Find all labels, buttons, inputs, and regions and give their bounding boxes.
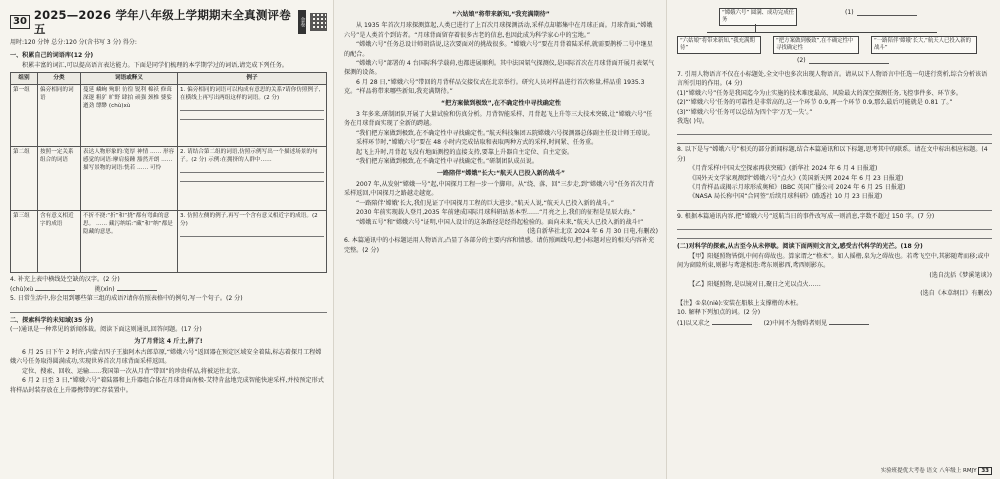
answer-line[interactable] <box>180 103 324 111</box>
annotation-note: 【注】①臬(niè):安装在船舷上支撑橹的木桩。 <box>677 299 803 307</box>
answer-blank[interactable] <box>809 57 889 64</box>
article-paragraph: “一路陪伴‘嫦娥’长大,我们见证了中国探月工程的巨大进步。”航天人说,“航天人已投入新的战斗。” <box>356 199 615 207</box>
answer-line[interactable] <box>10 305 327 313</box>
answer-line[interactable] <box>677 222 992 230</box>
diagram-right-box: “一路陪伴‘嫦娥’长大,“航天人已投入新的战斗” <box>871 36 977 54</box>
question-4: 4. 补充上表中横线处空缺的汉字。(2 分) <box>10 275 120 283</box>
classical-text-a: 【甲】阳燧照物皆倒,中间有碍故也。算家谓之“格术”。如人摇橹,臬为之碍故也。若鸢飞空中,其影随鸢而移;或中间为窗隙所束,则影与鸢遂相违:鸢东则影西,鸢西则影东。 <box>677 252 990 270</box>
exam-meta: 用时:120 分钟 总分:120 分(含书写 3 分) 得分: <box>10 39 137 46</box>
answer-line[interactable] <box>677 203 992 211</box>
table-row <box>11 146 327 210</box>
row-words: 不折不挠:“折”和“挠”都有弯曲的意思。 …… 藏污纳垢:“藏”和“纳”都是隐藏的意思。 <box>81 210 178 272</box>
row-category: 按照一定关系组合的词语 <box>38 146 81 210</box>
page-left <box>0 0 333 479</box>
header-category: 分类 <box>38 73 81 84</box>
headline-item: 《月背样品或揭示月球形成奥秘》(BBC 英国广播公司 2024 年 6 月 25 日报道) <box>689 184 906 192</box>
headline-item: 《月背采样!中国太空探索再获突破》(新华社 2024 年 6 月 4 日报道) <box>689 165 878 173</box>
diagram-left-box: “六姑娘”将带来新知,“我充满期待” <box>677 36 761 54</box>
answer-line[interactable] <box>180 165 324 173</box>
row-examples <box>178 210 327 272</box>
footer-page-number: 33 <box>978 467 992 475</box>
question-4-items <box>10 284 327 294</box>
exam-title: 2025—2026 学年八年级上学期期末全真测评卷五 <box>33 8 291 36</box>
article-paragraph: 2030 年前实现载人登月,2035 年前建成国际月球科研站基本型……“月亮之上,我们的征程是星辰大海。” <box>356 209 636 217</box>
question-6: 6. 本篇通讯中的小标题运用人物语言,凸显了各部分的主要内容和情感。请仿照画线句,把小标题对应的相关内容补充完整。(2 分) <box>344 237 655 254</box>
table-row <box>11 84 327 146</box>
vocab-table <box>10 72 327 272</box>
classical-source-b: (选自《本草纲目》有删改) <box>920 290 992 298</box>
article-paragraph: 6 月 28 日,“嫦娥六号”带回的月背样品交接仪式在北京举行。研究人员对样品进行首次称量,样品重 1935.3 克。“样品将带来哪些新知,我充满期待。” <box>344 78 645 96</box>
row-examples <box>178 146 327 210</box>
row-examples-text: 3. 仿照左侧的例子,再写一个含有意义相近字的成语。(2 分) <box>180 212 318 228</box>
diagram-slot-2: (2) <box>797 57 806 64</box>
headline-item: 《国外天文学家观测到“嫦娥六号”点火》(美国新天网 2024 年 6 月 23 日报道) <box>689 174 904 182</box>
row-examples-text: 2. 请结合第二组的词语,仿照示例写出一个描述场景的句子。(2 分) 示例:在拥挤的人群中…… <box>180 148 318 164</box>
diagram-middle-box: “把方案做到极致”,在不确定性中寻找确定性 <box>773 36 859 54</box>
page-right <box>666 0 1000 479</box>
article-paragraph: 3 年多来,研制团队开展了大量试验和仿真分析。月背智能采样、月背起飞上升等三大技术突破,让“嫦娥六号”任务在月球背面实现了全新的跨越。 <box>344 111 653 128</box>
header-examples: 例子 <box>178 73 327 84</box>
article-paragraph: “我们把方案做到极致,在不确定性中寻找确定性。”研制团队成员说。 <box>356 158 538 166</box>
answer-blank[interactable] <box>857 9 917 16</box>
article-paragraph: 从 1935 年首次月球探测算起,人类已进行了上百次月球探测活动,采样点却都集中在月球正面。月球背面,“嫦娥六号”是人类首个到访者。“月球背面留存着很多古老的信息,也因此成为科学家心中的宝地。” <box>344 22 653 39</box>
question-9: 9. 根据本篇通讯内容,把“嫦娥六号”返航当日的事件改写成一则消息,字数不超过 150 字。(7 分) <box>677 212 935 220</box>
subheading-2: “把方案做到极致”,在不确定性中寻找确定性 <box>440 99 561 107</box>
row-examples-text: 1. 偏旁相同的词语可以构成有意思的关系?请你仿照例子,在横线上再写出两组这样的词语。(2 分) <box>180 86 321 102</box>
q4-item-2: 挑(xìn) <box>94 286 115 294</box>
table-row <box>11 210 327 272</box>
diagram-connector <box>707 32 937 33</box>
row-words: 蔓延 嶙峋 殉职 彷徨 锐利 棉袄 修葺 深邃 粗犷 旷野 肆拍 顽强 颈椎 婆娑 遒劲 缥缈 (chù)xù <box>81 84 178 146</box>
question-7: 7. 引用人物语言不仅在小标题处,全文中也多次出现人物语言。请从以下人物语言中任选一句进行赏析,综合分析该语言所引用的作用。(4 分) <box>677 71 988 88</box>
answer-line[interactable] <box>180 229 324 237</box>
row-group: 第二组 <box>11 146 38 210</box>
section-1-intro: 积累丰富的词汇,可以提高语言表达能力。下面是同学们梳理的本学期学过的词语,请完成下列任务。 <box>22 61 288 69</box>
answer-blank[interactable] <box>117 284 157 291</box>
q7-answer-prompt: 我选( )句。 <box>677 118 709 126</box>
article-paragraph: “嫦娥五号”和“嫦娥六号”证明,中国人设计的这条路径是经得起检验的。面向未来,“航天人已投入新的战斗!” <box>356 218 644 226</box>
article-paragraph: “嫦娥六号”任务总设计师胡浩说,这次要面对的挑战很多。“嫦娥六号”要在月背着陆采样,就需要鹊桥二号中继星的配合。 <box>344 41 653 58</box>
classical-text-b: 【乙】阳燧照物,是以镜对日,聚日之光以点火…… <box>689 280 821 288</box>
article-paragraph: 采样环节时,“嫦娥六号”要在 48 小时内完成钻取和表取两种方式的采样,时间紧、任务重。 <box>356 139 598 147</box>
answer-blank[interactable] <box>829 318 869 325</box>
diagram-slot-1: (1) <box>845 9 854 16</box>
q10-items <box>677 318 992 328</box>
diagram-connector <box>755 24 756 32</box>
answer-line[interactable] <box>180 112 324 120</box>
q10-item-a: (1)以又求之 <box>677 319 711 327</box>
subheading-1: “六姑娘”将带来新知,“我充满期待” <box>452 11 550 18</box>
question-8: 8. 以下是与“嫦娥六号”相关的部分新闻标题,结合本篇通讯和以下标题,思考其中的联系。请在文中标出相应标题。(4 分) <box>677 146 988 163</box>
subsection-2: (二)对科学的探索,从古至今从未停歇。阅读下面两则文言文,感受古代科学的光芒。(18 分) <box>677 243 923 251</box>
row-group: 第三组 <box>11 210 38 272</box>
article-paragraph: 6 月 25 日下午 2 时许,内蒙古四子王旗阿木古郎草原,“嫦娥六号”返回器在预定区域安全着陆,标志着探月工程嫦娥六号任务取得圆满成功,实现世界首次月球背面采样返回。 <box>10 349 322 366</box>
article-paragraph: 起飞上升时,月背起飞没有地面测控的直接支持,要靠上升器自主定位、自主定姿。 <box>356 148 574 156</box>
answer-line[interactable] <box>677 231 992 239</box>
article-title: 为了月背这 4 斤土,拼了! <box>134 337 203 345</box>
page-footer <box>881 467 992 476</box>
section-1-heading: 一、积累自己的词语库(12 分) <box>10 52 94 60</box>
q10-item-b: (2)中间不为物碍者则见 <box>763 319 828 327</box>
row-category: 偏旁相同的词语 <box>38 84 81 146</box>
article-paragraph: 6 月 2 日至 3 日,“嫦娥六号”着陆器和上升器组合体在月球背面南极-艾特肯盆地完成智能快速采样,并按预定形式将样品封装存放在上升器携带的贮存装置中。 <box>10 377 324 394</box>
side-badge: 金卷 <box>298 10 306 34</box>
q7-option-a: (1)“嫦娥六号”任务是我国迄今为止实施的技术难度最高、风险最大的深空探测任务,飞控事件多、环节多。 <box>677 89 963 97</box>
article-paragraph: 2007 年,从发射“嫦娥一号”起,中国探月工程一步一个脚印。从“绕、落、回”三步走,到“嫦娥六号”任务首次月背采样返回,中国探月之路越走越宽。 <box>344 180 655 198</box>
q7-option-c: (3)“‘嫦娥六号’任务可以总结为四个字‘万无一失’。” <box>677 108 813 116</box>
table-header-row <box>11 73 327 84</box>
qr-code-icon <box>310 13 327 31</box>
section-2-heading: 二、探索科学的未知域(35 分) <box>10 316 94 324</box>
q7-option-b: (2)“‘嫦娥六号’任务的可靠性是非常高的,这一个环节 0.9,再一个环节 0.9,那么最后可能就是 0.81 了。” <box>677 99 953 107</box>
answer-line[interactable] <box>677 136 992 144</box>
header-group: 组别 <box>11 73 38 84</box>
answer-line[interactable] <box>677 127 992 135</box>
answer-line[interactable] <box>180 174 324 182</box>
headline-item: 《NASA 局长称中国“合同签”后续月球科研》(路透社 10 月 23 日报道) <box>689 193 883 201</box>
header-words: 词语或释义 <box>81 73 178 84</box>
page-number: 30 <box>10 15 30 29</box>
article-paragraph: “我们把方案做到极致,在不确定性中寻找确定性。”航天科技集团五院嫦娥六号探测器总体副主任设计师王琼说。 <box>356 129 654 137</box>
diagram-top-box: “嫦娥六号” 圆满、成功完成任务 <box>719 8 797 26</box>
answer-blank[interactable] <box>712 318 752 325</box>
article-paragraph: 定位、搜索、回收、运输……我国第一次从月背“带回”的珍贵样品,将被运往北京。 <box>22 367 244 375</box>
footer-text: 实验班提优大考卷 语文 八年级上 RMJY <box>880 467 977 474</box>
article-source: (选自新华社北京 2024 年 6 月 30 日电,有删改) <box>527 227 658 235</box>
subheading-3: 一路陪伴“嫦娥”长大:“航天人已投入新的战斗” <box>436 169 566 177</box>
row-group: 第一组 <box>11 84 38 146</box>
answer-blank[interactable] <box>35 284 75 291</box>
article-paragraph: “嫦娥六号”部署的 4 台国际科学载荷,也都进展顺利。其中法国氡气探测仪,是国际首次在月球背面开展月表氡气探测的设备。 <box>344 60 655 77</box>
question-10: 10. 解释下列加点的词。(2 分) <box>677 309 761 317</box>
q4-item-1: (chù)xù <box>10 286 34 294</box>
page-middle <box>333 0 666 479</box>
row-category: 含有意义相近字的成语 <box>38 210 81 272</box>
subsection-1: (一)通讯是一种常见的新闻体裁。阅读下面这则通讯,回答问题。(17 分) <box>10 326 202 334</box>
classical-source-a: (选自沈括《梦溪笔谈》) <box>929 271 992 279</box>
structure-diagram <box>677 8 992 66</box>
question-5: 5. 日常生活中,你会用到哪些第三组的成语?请你仿照表格中的例句,写一个句子。(2 分) <box>10 295 243 303</box>
title-row <box>10 8 327 36</box>
row-examples <box>178 84 327 146</box>
row-words: 表达人物形象的:宽厚 神情 …… 形容感觉的词语:摩肩接踵 豁然开朗 …… 描写景物的词语:恍若 …… 可怜 <box>81 146 178 210</box>
